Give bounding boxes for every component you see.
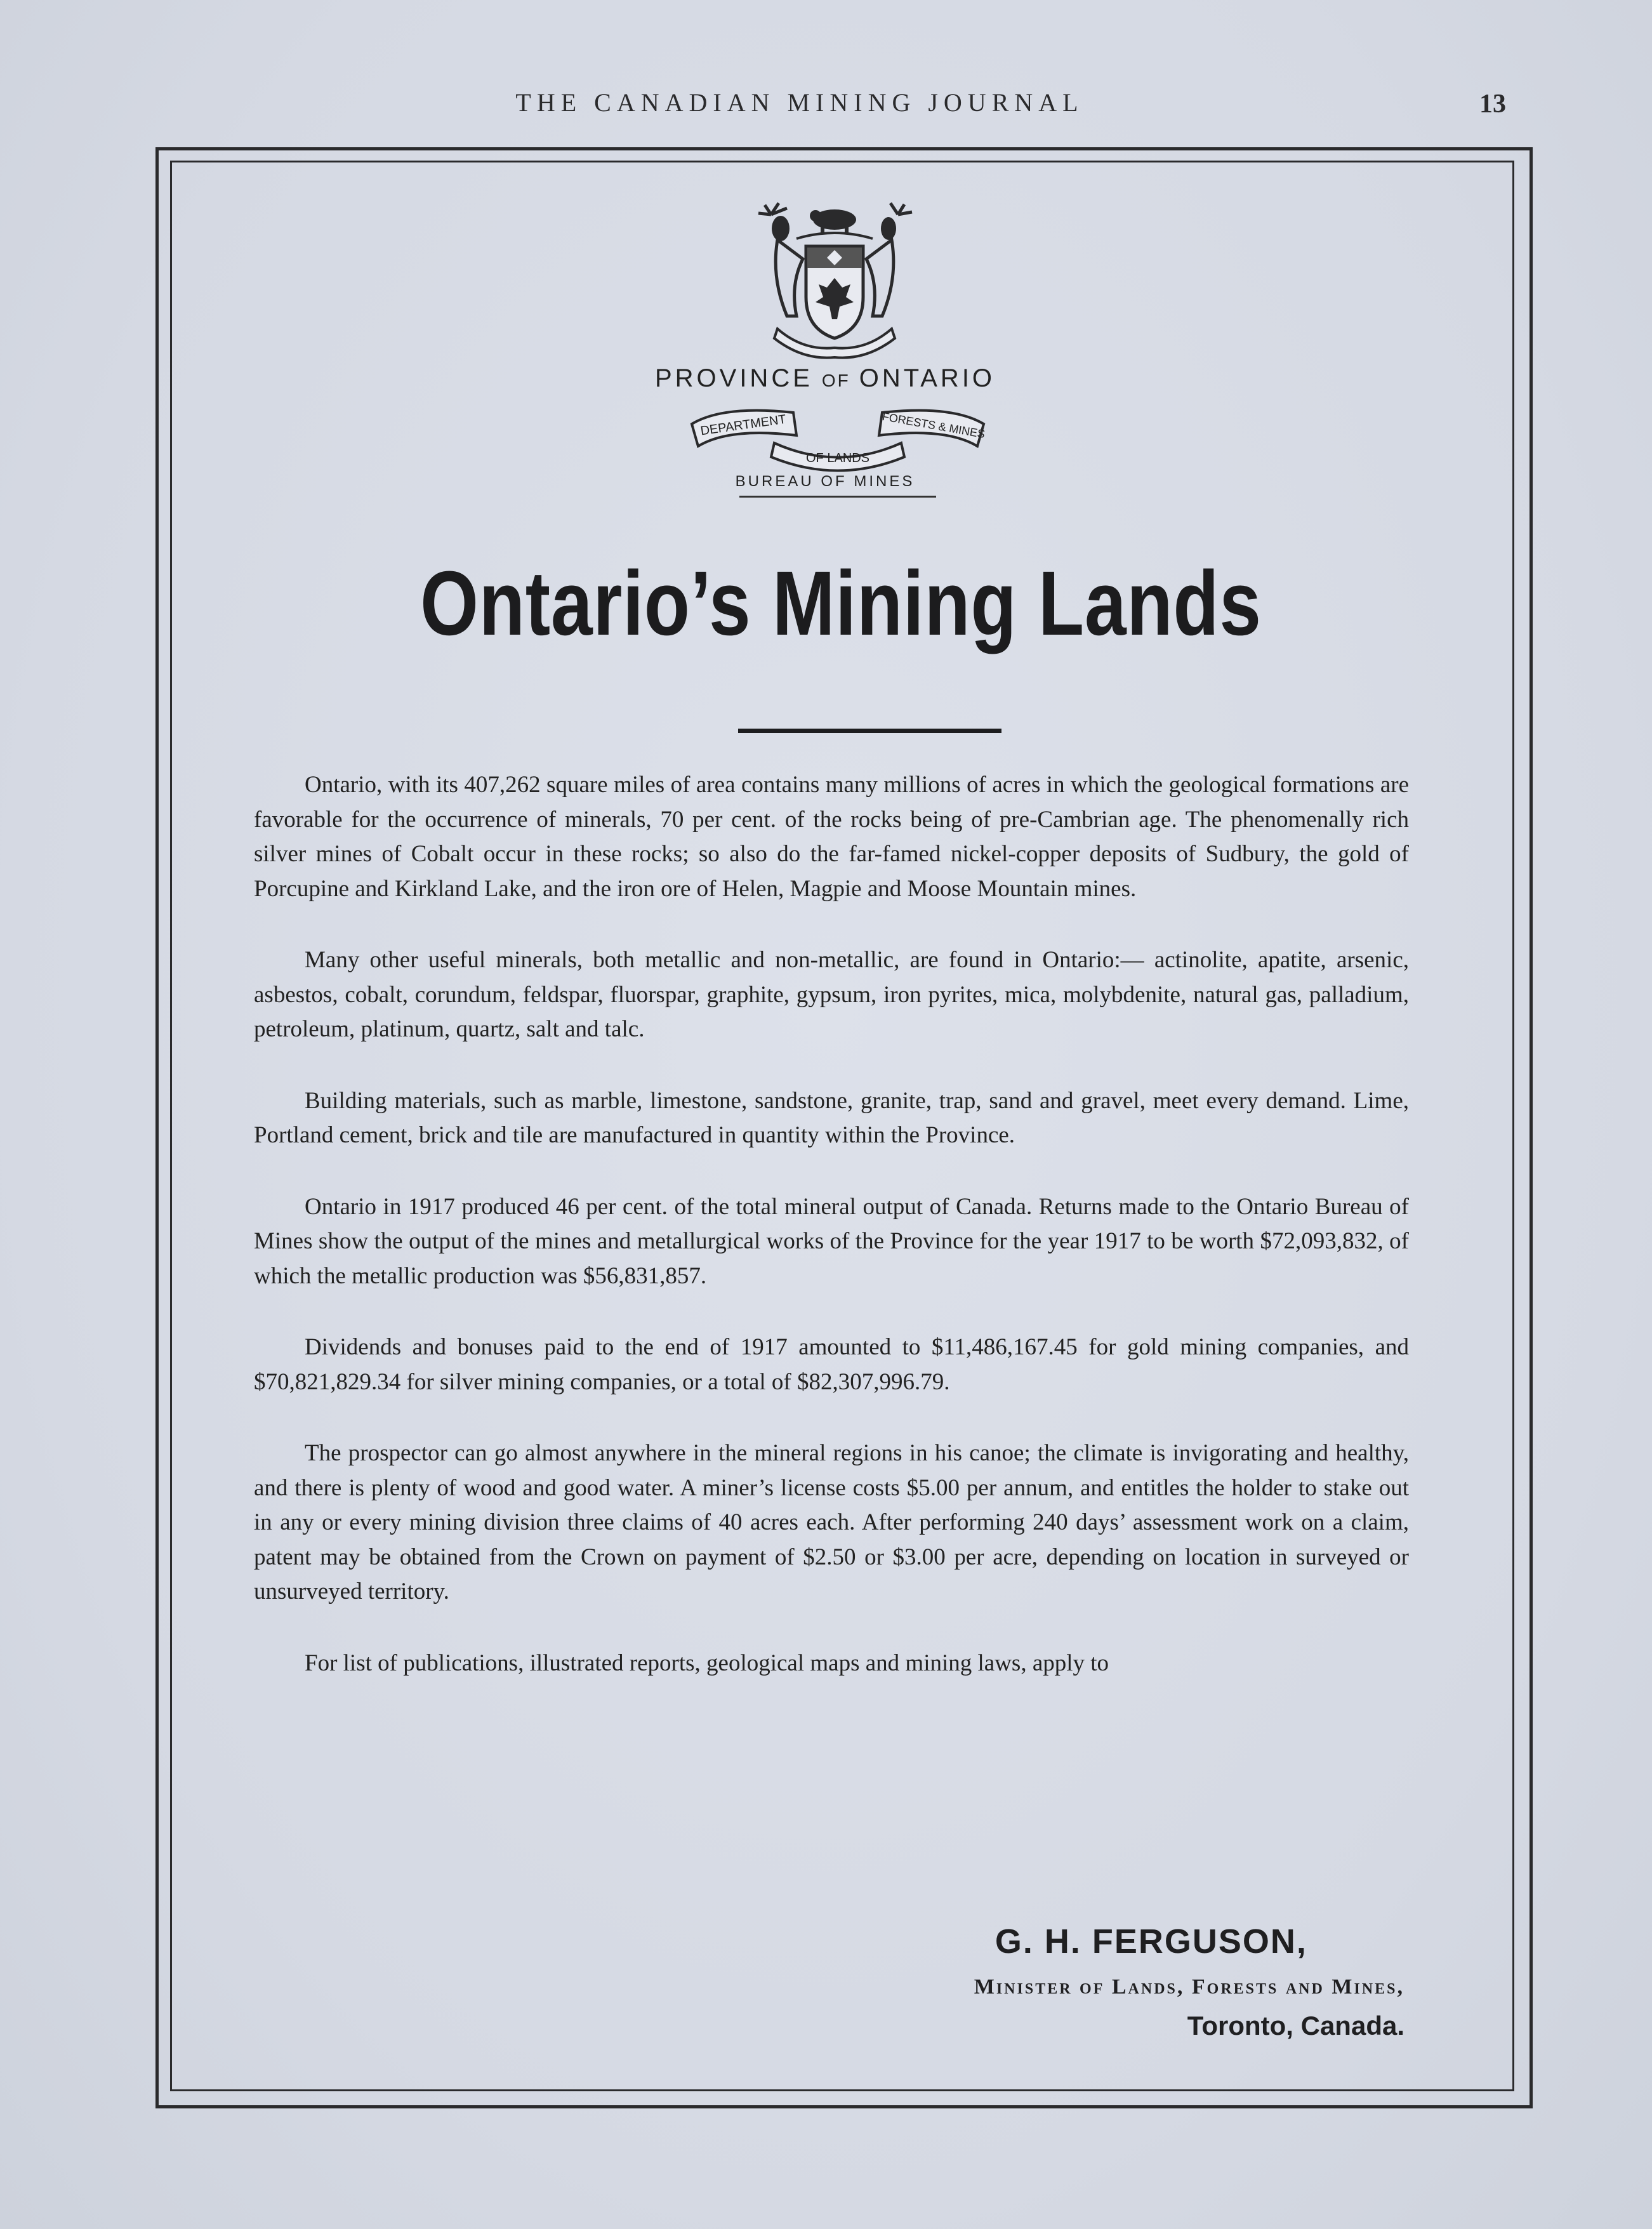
province-of-ontario-label — [508, 364, 1142, 393]
paragraph-area-geology: Ontario, with its 407,262 square miles of area contains many millions of acres in which the geological formations are favorable for the occurrence of minerals, 70 per cent. of the rocks being of pre-Cambrian age. The phenomenally rich silver mines of Cobalt occur in these rocks; so also do the far-famed nickel-copper deposits of Sudbury, the gold of Porcupine and Kirkland Lake, and the iron ore of Helen, Magpie and Moose Mountain mines. — [254, 772, 1409, 902]
province-label-right: ONTARIO — [859, 364, 996, 392]
province-label-of: OF — [821, 371, 850, 390]
ribbon-forests-mines-text: FORESTS & MINES — [881, 410, 986, 441]
paragraph-useful-minerals: Many other useful minerals, both metallic and non-metallic, are found in Ontario:— actinolite, apatite, arsenic, asbestos, cobalt, corundum, feldspar, fluorspar, graphite, gypsum, iron pyrites, mica, molybdenite, natural gas, palladium, petroleum, platinum, quartz, salt and talc. — [254, 947, 1409, 1042]
paragraph-prospector: The prospector can go almost anywhere in the mineral regions in his canoe; the climate is invigorating and healthy, and there is plenty of wood and good water. A miner’s license costs $5.00 per annum, and entitles the holder to stake out in any or every mining division three claims of 40 acres each. After performing 240 days’ assessment work on a claim, patent may be obtained from the Crown on payment of $2.50 or $3.00 per acre, depending on location in surveyed or unsurveyed territory. — [254, 1440, 1409, 1604]
department-ribbon-icon — [685, 399, 990, 475]
paragraph-apply-to: For list of publications, illustrated reports, geological maps and mining laws, apply to — [305, 1650, 1109, 1676]
paragraph-dividends: Dividends and bonuses paid to the end of 1917 amounted to $11,486,167.45 for gold mining companies, and $70,821,829.34 for silver mining companies, or a total of $82,307,996.79. — [254, 1334, 1409, 1395]
signature-block — [974, 1922, 1404, 2041]
advertisement-title: Ontario’s Mining Lands — [420, 552, 1262, 654]
page-number: 13 — [1479, 89, 1506, 119]
ontario-coat-of-arms-icon — [752, 202, 917, 360]
paragraph-building-materials: Building materials, such as marble, limestone, sandstone, granite, trap, sand and gravel, meet every demand. Lime, Portland cement, brick and tile are manufactured in quantity within the Province. — [254, 1087, 1409, 1148]
running-head: THE CANADIAN MINING JOURNAL — [515, 88, 1084, 117]
signatory-office: Minister of Lands, Forests and Mines, — [974, 1975, 1404, 1999]
paragraph-mineral-output: Ontario in 1917 produced 46 per cent. of the total mineral output of Canada. Returns made to the Ontario Bureau of Mines show the output of the mines and metallurgical works of the Province for the year 1917 to be worth $72,093,832, of which the metallic production was $56,831,857. — [254, 1193, 1409, 1289]
signatory-location: Toronto, Canada. — [1187, 2011, 1404, 2040]
advertisement-body — [254, 768, 1409, 1717]
ribbon-of-lands-text: OF LANDS — [805, 451, 870, 465]
bureau-underline — [739, 496, 936, 498]
ribbon-department-text: DEPARTMENT — [699, 412, 788, 439]
bureau-of-mines-label: BUREAU OF MINES — [735, 473, 915, 490]
title-underline — [738, 729, 1001, 733]
province-label-left: PROVINCE — [654, 364, 813, 392]
signatory-name: G. H. FERGUSON, — [995, 1922, 1307, 1961]
